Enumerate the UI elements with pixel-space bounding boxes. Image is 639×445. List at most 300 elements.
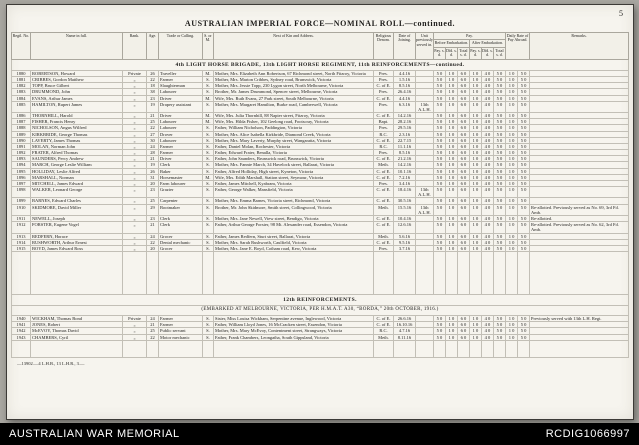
cell-pay: 6 0 <box>457 89 469 95</box>
cell-name: BARNES, Edward Charles <box>30 198 122 204</box>
cell-pay: 1 0 <box>445 131 457 137</box>
col-religion: Religious Denom. <box>373 33 393 60</box>
cell-pay: 6 0 <box>457 113 469 119</box>
cell-rel: C. of E. <box>373 216 393 222</box>
cell-m: S. <box>202 204 213 215</box>
cell-rank: „ <box>122 156 146 162</box>
cell-pay: 6 0 <box>457 198 469 204</box>
cell-pay: 5 0 <box>518 198 530 204</box>
cell-m: S. <box>202 239 213 245</box>
cell-rel: C. of E. <box>373 137 393 143</box>
cell-age: 25 <box>146 198 158 204</box>
cell-pay: 5 0 <box>433 187 445 198</box>
cell-pay: 5 0 <box>518 187 530 198</box>
cell-pay: 1 0 <box>469 119 481 125</box>
cell-rank: „ <box>122 83 146 89</box>
cell-pay: 4 0 <box>481 316 493 322</box>
cell-m: S. <box>202 131 213 137</box>
cell-age: 38 <box>146 89 158 95</box>
cell-name: ROBERTSON, Howard <box>30 70 122 76</box>
cell-pay: 1 0 <box>506 77 518 83</box>
cell-date: 14.2.16 <box>393 162 415 168</box>
cell-name: MARCH, George Leslie William <box>30 162 122 168</box>
cell-rank: „ <box>122 222 146 233</box>
cell-pay: 6 0 <box>457 131 469 137</box>
cell-remarks <box>530 101 629 112</box>
cell-pay: 5 0 <box>433 204 445 215</box>
cell-m: M. <box>202 119 213 125</box>
cell-remarks: Previously served with 13th L.H. Regt. <box>530 316 629 322</box>
cell-no: 1897 <box>11 180 30 186</box>
cell-pay: 6 0 <box>457 137 469 143</box>
cell-rank: „ <box>122 187 146 198</box>
cell-pay: 5 0 <box>493 77 505 83</box>
cell-pay: 1 0 <box>506 239 518 245</box>
cell-pay: 6 0 <box>457 187 469 198</box>
cell-pay: 4 0 <box>481 180 493 186</box>
cell-pay: 6 0 <box>457 77 469 83</box>
cell-no: 1887 <box>11 119 30 125</box>
cell-pay: 1 0 <box>469 334 481 340</box>
cell-no: 1884 <box>11 95 30 101</box>
cell-date: 10.4.16 <box>393 216 415 222</box>
cell-pay: 5 0 <box>518 168 530 174</box>
cell-pay: 5 0 <box>433 334 445 340</box>
cell-pay: 5 0 <box>518 95 530 101</box>
cell-pay: 1 0 <box>445 198 457 204</box>
cell-pay: 5 0 <box>518 83 530 89</box>
cell-pay: 5 0 <box>433 233 445 239</box>
cell-pay: 5 0 <box>518 70 530 76</box>
cell-pay: 5 0 <box>518 131 530 137</box>
cell-pay: 5 0 <box>433 125 445 131</box>
cell-rank: „ <box>122 150 146 156</box>
cell-kin: Brother, Mr. John Skidmore, Smith street, Collingwood, Victoria <box>213 204 373 215</box>
cell-pay: 5 0 <box>433 322 445 328</box>
cell-trade: Baker <box>158 168 202 174</box>
cell-pay: 1 0 <box>469 204 481 215</box>
col-pay-sub: Dfd. s. d. <box>446 47 457 58</box>
cell-date: 9.5.16 <box>393 239 415 245</box>
section-heading: 12th REINFORCEMENTS. <box>11 295 628 306</box>
cell-name: NICHOLSON, Angus Wilfred <box>30 125 122 131</box>
cell-m: M. <box>202 95 213 101</box>
col-marital: S. or M. <box>202 33 213 60</box>
cell-pay: 5 0 <box>493 89 505 95</box>
document-title: AUSTRALIAN IMPERIAL FORCE—NOMINAL ROLL—continued. <box>184 19 456 28</box>
cell-pay: 6 0 <box>457 101 469 112</box>
cell-no: 1910 <box>11 204 30 215</box>
cell-pay: 5 0 <box>493 334 505 340</box>
cell-name: McEVOY, Thomas David <box>30 328 122 334</box>
cell-name: EVANS, Arthur James <box>30 95 122 101</box>
cell-rank: „ <box>122 131 146 137</box>
cell-m: S. <box>202 89 213 95</box>
cell-trade: Drapery assistant <box>158 101 202 112</box>
cell-pay: 1 0 <box>445 137 457 143</box>
cell-pay: 4 0 <box>481 239 493 245</box>
cell-pay: 1 0 <box>469 162 481 168</box>
cell-pay: 4 0 <box>481 216 493 222</box>
cell-rel: Meth. <box>373 162 393 168</box>
roll-row <box>11 222 628 233</box>
cell-pay: 5 0 <box>493 83 505 89</box>
cell-pay: 1 0 <box>506 187 518 198</box>
cell-kin: Father, William Nicholson, Paddington, Victoria <box>213 125 373 131</box>
cell-pay: 6 0 <box>457 83 469 89</box>
document-page <box>6 4 634 420</box>
cell-pay: 4 0 <box>481 119 493 125</box>
cell-date: 3.4.16 <box>393 180 415 186</box>
cell-rank: „ <box>122 137 146 143</box>
cell-date: 26.6.16 <box>393 316 415 322</box>
cell-pay: 1 0 <box>506 222 518 233</box>
cell-date: 11.1.16 <box>393 143 415 149</box>
cell-pay: 5 0 <box>433 168 445 174</box>
cell-pay: 1 0 <box>445 316 457 322</box>
cell-rel: C. of E. <box>373 168 393 174</box>
col-age: Age. <box>146 33 158 60</box>
cell-pay: 1 0 <box>445 162 457 168</box>
cell-trade: Carpenter <box>158 198 202 204</box>
cell-kin: Wife, Mrs. Ruth Evans, 27 Park street, South Melbourne, Victoria <box>213 95 373 101</box>
cell-pay: 4 0 <box>481 187 493 198</box>
cell-no: 1896 <box>11 174 30 180</box>
cell-pay: 1 0 <box>469 156 481 162</box>
cell-name: CHAMBERS, Cyril <box>30 334 122 340</box>
cell-pay: 5 0 <box>493 113 505 119</box>
cell-rel: C. of E. <box>373 156 393 162</box>
cell-m: S. <box>202 83 213 89</box>
cell-rank: „ <box>122 198 146 204</box>
cell-pay: 5 0 <box>493 70 505 76</box>
cell-pay: 4 0 <box>481 125 493 131</box>
cell-m: S. <box>202 125 213 131</box>
cell-pay: 1 0 <box>445 168 457 174</box>
cell-pay: 1 0 <box>445 222 457 233</box>
cell-rel: C. of E. <box>373 187 393 198</box>
cell-rel: C. of E. <box>373 95 393 101</box>
cell-pay: 1 0 <box>506 101 518 112</box>
cell-no: 1886 <box>11 113 30 119</box>
cell-pay: 1 0 <box>469 239 481 245</box>
cell-trade: Labourer <box>158 119 202 125</box>
cell-pay: 6 0 <box>457 204 469 215</box>
cell-rank: „ <box>122 328 146 334</box>
cell-pay: 4 0 <box>481 137 493 143</box>
cell-kin: Mother, Mrs. Mary Laverty, Murphy street, Wangaratta, Victoria <box>213 137 373 143</box>
cell-m: S. <box>202 334 213 340</box>
cell-trade: Farmer <box>158 143 202 149</box>
cell-pay: 5 0 <box>518 162 530 168</box>
cell-date: 4.4.16 <box>393 70 415 76</box>
cell-date: 18.4.16 <box>393 187 415 198</box>
cell-pay: 1 0 <box>445 328 457 334</box>
cell-age: 26 <box>146 70 158 76</box>
cell-name: MITCHELL, James Edward <box>30 180 122 186</box>
col-name: Name in full. <box>30 33 122 60</box>
cell-rel: Pres. <box>373 70 393 76</box>
cell-pay: 4 0 <box>481 233 493 239</box>
cell-pay: 1 0 <box>445 180 457 186</box>
cell-pay: 5 0 <box>518 174 530 180</box>
cell-pay: 4 0 <box>481 156 493 162</box>
cell-pay: 5 0 <box>433 222 445 233</box>
cell-pay: 5 0 <box>493 233 505 239</box>
cell-trade: Driver <box>158 95 202 101</box>
cell-pay: 1 0 <box>445 204 457 215</box>
cell-no: 1942 <box>11 328 30 334</box>
cell-trade: Dental mechanic <box>158 239 202 245</box>
cell-m: S. <box>202 328 213 334</box>
cell-pay: 1 0 <box>506 328 518 334</box>
cell-pay: 1 0 <box>506 70 518 76</box>
col-pay-abroad: Daily Rate of Pay Abroad. <box>506 33 530 60</box>
cell-date: 1.5.16 <box>393 77 415 83</box>
cell-pay: 1 0 <box>506 334 518 340</box>
cell-trade: Labourer <box>158 89 202 95</box>
cell-kin: Mother, Mrs. Alice Isabella Kirkbride, Diamond Creek, Victoria <box>213 131 373 137</box>
cell-pay: 6 0 <box>457 233 469 239</box>
cell-no: 1899 <box>11 198 30 204</box>
cell-no: 1913 <box>11 233 30 239</box>
cell-age: 20 <box>146 245 158 251</box>
cell-kin: Mother, Mrs. Jane E. Boyd, Cotham road, Kew, Victoria <box>213 245 373 251</box>
cell-m: S. <box>202 143 213 149</box>
cell-trade: Bootmaker <box>158 204 202 215</box>
cell-kin: Mother, Mrs. Fannie March, 34 Havelock street, Ballarat, Victoria <box>213 162 373 168</box>
cell-pay: 5 0 <box>433 95 445 101</box>
table-body <box>11 59 628 357</box>
cell-name: JONES, Robert <box>30 322 122 328</box>
cell-pay: 5 0 <box>518 180 530 186</box>
cell-pay: 1 0 <box>469 131 481 137</box>
cell-trade: Traveller <box>158 70 202 76</box>
cell-age: 24 <box>146 143 158 149</box>
col-pay-group: Pay. <box>433 33 505 40</box>
cell-m: M. <box>202 113 213 119</box>
cell-pay: 6 0 <box>457 334 469 340</box>
cell-pay: 1 0 <box>445 77 457 83</box>
cell-pay: 5 0 <box>433 239 445 245</box>
section-heading: 4th LIGHT HORSE BRIGADE, 13th LIGHT HORSE REGIMENT, 11th REINFORCEMENTS—continued. <box>11 59 628 70</box>
cell-rank: Private <box>122 70 146 76</box>
cell-age: 20 <box>146 180 158 186</box>
cell-date: 8.5.16 <box>393 83 415 89</box>
cell-no: 1941 <box>11 322 30 328</box>
cell-rel: C. of E. <box>373 83 393 89</box>
cell-date: 10.1.16 <box>393 168 415 174</box>
cell-pay: 4 0 <box>481 328 493 334</box>
cell-pay: 5 0 <box>518 233 530 239</box>
cell-pay: 5 0 <box>493 316 505 322</box>
cell-rank: „ <box>122 174 146 180</box>
cell-no: 1892 <box>11 150 30 156</box>
cell-pay: 5 0 <box>518 156 530 162</box>
cell-date: 21.2.16 <box>393 156 415 162</box>
cell-pay: 5 0 <box>493 222 505 233</box>
cell-rel: Pres. <box>373 180 393 186</box>
print-footnote: —13902.—4 L.H.B., 13 L.H.R., 3.— <box>17 360 85 366</box>
cell-trade: Clerk <box>158 222 202 233</box>
cell-no: 1883 <box>11 89 30 95</box>
cell-pay: 1 0 <box>469 198 481 204</box>
cell-unit: 13th A.L.H. <box>415 204 433 215</box>
cell-m: M. <box>202 174 213 180</box>
cell-trade: Farmer <box>158 150 202 156</box>
cell-unit: 13th A.L.H. <box>415 101 433 112</box>
cell-kin: Mother, Mrs. Margaret Hamilton, Burke road, Camberwell, Victoria <box>213 101 373 112</box>
cell-pay: 5 0 <box>433 101 445 112</box>
cell-m: S. <box>202 198 213 204</box>
cell-pay: 5 0 <box>493 198 505 204</box>
cell-pay: 1 0 <box>445 150 457 156</box>
table-header <box>11 33 628 60</box>
cell-name: THORNHILL, Harold <box>30 113 122 119</box>
cell-pay: 4 0 <box>481 131 493 137</box>
cell-pay: 6 0 <box>457 316 469 322</box>
cell-pay: 1 0 <box>506 174 518 180</box>
cell-rel: C. of E. <box>373 174 393 180</box>
cell-pay: 5 0 <box>433 131 445 137</box>
cell-pay: 5 0 <box>493 187 505 198</box>
cell-kin: Father, Alfred Holliday, High street, Kyneton, Victoria <box>213 168 373 174</box>
roll-row <box>11 187 628 198</box>
cell-m: S. <box>202 162 213 168</box>
cell-date: 30.5.16 <box>393 198 415 204</box>
cell-kin: Father, John Saunders, Brunswick road, Brunswick, Victoria <box>213 156 373 162</box>
cell-age: 21 <box>146 222 158 233</box>
cell-no: 1914 <box>11 239 30 245</box>
cell-age: 21 <box>146 156 158 162</box>
cell-pay: 1 0 <box>506 198 518 204</box>
cell-age: 25 <box>146 328 158 334</box>
cell-trade: Driver <box>158 113 202 119</box>
cell-pay: 5 0 <box>493 322 505 328</box>
cell-pay: 5 0 <box>433 83 445 89</box>
cell-pay: 1 0 <box>469 101 481 112</box>
cell-pay: 6 0 <box>457 328 469 334</box>
cell-rank: „ <box>122 322 146 328</box>
cell-m: S. <box>202 77 213 83</box>
cell-date: 3.7.16 <box>393 245 415 251</box>
cell-rel: Meth. <box>373 233 393 239</box>
cell-name: FRATER, Alfred Thomas <box>30 150 122 156</box>
cell-age: 31 <box>146 174 158 180</box>
cell-pay: 1 0 <box>445 174 457 180</box>
cell-pay: 1 0 <box>445 187 457 198</box>
cell-rank: „ <box>122 216 146 222</box>
cell-m: S. <box>202 150 213 156</box>
cell-pay: 1 0 <box>445 239 457 245</box>
cell-no: 1915 <box>11 245 30 251</box>
cell-pay: 6 0 <box>457 239 469 245</box>
cell-kin: Father, James Mitchell, Kyabram, Victoria <box>213 180 373 186</box>
cell-rank: „ <box>122 204 146 215</box>
cell-pay: 1 0 <box>506 131 518 137</box>
cell-kin: Mother, Mrs. Elizabeth Ann Robertson, 67 Richmond street, North Fitzroy, Victoria <box>213 70 373 76</box>
col-rank: Rank. <box>122 33 146 60</box>
cell-rel: Pres. <box>373 150 393 156</box>
cell-rank: „ <box>122 334 146 340</box>
cell-rel: Pres. <box>373 245 393 251</box>
cell-age: 21 <box>146 322 158 328</box>
cell-pay: 5 0 <box>518 143 530 149</box>
cell-pay: 1 0 <box>506 162 518 168</box>
cell-pay: 1 0 <box>469 245 481 251</box>
cell-name: SKIDMORE, David Miller <box>30 204 122 215</box>
cell-pay: 6 0 <box>457 95 469 101</box>
cell-age: 25 <box>146 119 158 125</box>
cell-unit: 13th A.L.H. <box>415 187 433 198</box>
cell-pay: 1 0 <box>469 95 481 101</box>
cell-pay: 5 0 <box>493 131 505 137</box>
cell-pay: 5 0 <box>518 119 530 125</box>
cell-trade: Farmer <box>158 316 202 322</box>
cell-rank: „ <box>122 233 146 239</box>
cell-pay: 6 0 <box>457 180 469 186</box>
cell-pay: 1 0 <box>445 95 457 101</box>
cell-pay: 5 0 <box>518 216 530 222</box>
cell-age: 19 <box>146 162 158 168</box>
cell-name: FORSTER, Eugene Vogel <box>30 222 122 233</box>
cell-trade: Slaughterman <box>158 83 202 89</box>
cell-date: 26.4.16 <box>393 89 415 95</box>
cell-trade: Drover <box>158 131 202 137</box>
cell-pay: 6 0 <box>457 222 469 233</box>
cell-rank: „ <box>122 239 146 245</box>
cell-pay: 1 0 <box>469 316 481 322</box>
cell-age: 30 <box>146 137 158 143</box>
cell-rank: „ <box>122 119 146 125</box>
cell-rel: C. of E. <box>373 198 393 204</box>
cell-date: 22.7.15 <box>393 137 415 143</box>
cell-no: 1891 <box>11 143 30 149</box>
cell-age: 24 <box>146 316 158 322</box>
cell-rank: „ <box>122 95 146 101</box>
cell-pay: 5 0 <box>518 204 530 215</box>
cell-remarks: Re-allotted. Previously served as No. 62, 3rd Fd. Amb. <box>530 222 629 233</box>
cell-kin: Father, James Redfern, Sturt street, Ballarat, Victoria <box>213 233 373 239</box>
cell-m: S. <box>202 316 213 322</box>
cell-name: HOLLIDAY, Leslie Alfred <box>30 168 122 174</box>
cell-m: S. <box>202 156 213 162</box>
cell-rel: Meth. <box>373 204 393 215</box>
cell-pay: 4 0 <box>481 83 493 89</box>
cell-pay: 5 0 <box>433 77 445 83</box>
cell-kin: Wife, Mrs. Julia Thornhill, 88 Napier street, Fitzroy, Victoria <box>213 113 373 119</box>
cell-pay: 5 0 <box>493 156 505 162</box>
cell-pay: 6 0 <box>457 70 469 76</box>
cell-pay: 1 0 <box>445 143 457 149</box>
cell-pay: 6 0 <box>457 150 469 156</box>
cell-no: 1890 <box>11 137 30 143</box>
cell-rel: C. of E. <box>373 322 393 328</box>
cell-pay: 1 0 <box>469 328 481 334</box>
cell-pay: 1 0 <box>506 216 518 222</box>
col-date-joining: Date of Joining. <box>393 33 415 60</box>
cell-m: S. <box>202 137 213 143</box>
cell-kin: Sister, Miss Louisa Wickham, Serpentine avenue, Inglewood, Victoria <box>213 316 373 322</box>
cell-pay: 1 0 <box>506 113 518 119</box>
cell-age: 19 <box>146 101 158 112</box>
cell-pay: 1 0 <box>445 89 457 95</box>
cell-kin: Brother, Mr. James Drummond, Spencer street, Melbourne, Victoria <box>213 89 373 95</box>
cell-pay: 1 0 <box>445 233 457 239</box>
cell-date: 14.2.16 <box>393 113 415 119</box>
cell-pay: 5 0 <box>493 216 505 222</box>
cell-age: 22 <box>146 334 158 340</box>
